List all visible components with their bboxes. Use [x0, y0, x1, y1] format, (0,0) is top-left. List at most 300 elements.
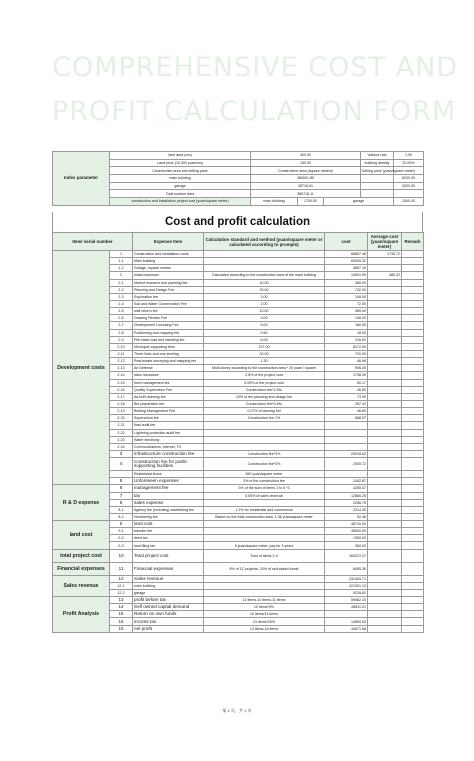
serial-number: 2-8: [110, 329, 133, 336]
section-label: Sales revenue: [53, 575, 110, 596]
remark: [402, 400, 424, 407]
calculation-method: 3.00: [204, 293, 325, 300]
average-cost: [368, 343, 402, 350]
cost-value: 108.00: [325, 293, 368, 300]
remark: [402, 618, 424, 625]
expense-item: Communications, internet, TV: [133, 443, 204, 450]
serial-number: 7: [110, 492, 133, 499]
expense-item: tax: [133, 492, 204, 499]
calculation-method: [204, 265, 325, 272]
average-cost: [368, 300, 402, 307]
average-cost: 386.32: [368, 272, 402, 279]
calculation-method: 10% of the planning and design fee: [204, 393, 325, 400]
cost-value: 231429.71: [325, 575, 368, 582]
index-value: 35716.61: [251, 182, 361, 190]
remark: [402, 358, 424, 365]
expense-item: Planning and Design Fee: [133, 286, 204, 293]
calculation-method: 3.00: [204, 315, 325, 322]
calculation-method: 10.00: [204, 279, 325, 286]
remark: [402, 265, 424, 272]
remark: [402, 386, 424, 393]
average-cost: 1735.72: [368, 251, 402, 258]
average-cost: [368, 604, 402, 611]
expense-item: Development Licensing Fee: [133, 322, 204, 329]
calculation-method: 2.00: [204, 300, 325, 307]
expense-item: infrastructure construction fee: [133, 450, 204, 457]
section-label: Development costs: [53, 251, 110, 485]
expense-item: Total project cost: [133, 549, 204, 562]
header-remark: Remark: [402, 233, 424, 251]
cost-value: [325, 443, 368, 450]
index-label: main building: [110, 175, 251, 183]
serial-number: 2: [110, 272, 133, 279]
calculation-method: Based on the total construction area, 1.36 yuan/square meter: [204, 513, 325, 520]
calculation-method: Construction fee*3%: [204, 450, 325, 457]
expense-item: fixed management fee: [133, 379, 204, 386]
calculation-method: 20.00: [204, 286, 325, 293]
average-cost: [368, 618, 402, 625]
cost-value: 66857.48: [325, 251, 368, 258]
index-value: 300.00: [251, 152, 361, 160]
cost-value: 163372.27: [325, 549, 368, 562]
serial-number: 12-1: [110, 582, 133, 589]
calculation-method: Construction fee*3%: [204, 458, 325, 471]
remark: [402, 443, 424, 450]
expense-item: garage: [133, 589, 204, 596]
remark: [402, 415, 424, 422]
calculation-method: [204, 422, 325, 429]
serial-number: 12: [110, 575, 133, 582]
serial-number: 14: [110, 604, 133, 611]
remark: [402, 485, 424, 492]
calculation-method: [204, 575, 325, 582]
cost-value: 63000.32: [325, 258, 368, 265]
cost-value: 267.43: [325, 400, 368, 407]
calculation-method: 1.2% for residential and commercial: [204, 506, 325, 513]
serial-number: 2-15: [110, 379, 133, 386]
calculation-method: Construction fee*1.5‰: [204, 386, 325, 393]
expense-item: Supervision fee: [133, 415, 204, 422]
calculation-method: 2.8% of the project cost: [204, 372, 325, 379]
calculation-method: 20.00: [204, 350, 325, 357]
average-cost: [368, 350, 402, 357]
remark: [402, 528, 424, 535]
serial-number: 2-18: [110, 400, 133, 407]
average-cost: [368, 372, 402, 379]
cost-value: [325, 611, 368, 618]
average-cost: [368, 415, 402, 422]
remark: [402, 535, 424, 542]
serial-number: 1: [110, 251, 133, 258]
remark: [402, 582, 424, 589]
header-cost: cost: [325, 233, 368, 251]
serial-number: 1-2: [110, 265, 133, 272]
expense-item: wall reform fee: [133, 308, 204, 315]
calculation-method: [204, 443, 325, 450]
calculation-method: 6 yuan/square meter, pay for 3 years: [204, 542, 325, 549]
expense-item: transfer fee: [133, 528, 204, 535]
serial-number: 9-2: [110, 535, 133, 542]
cost-value: 9228.61: [325, 589, 368, 596]
serial-number: 15: [110, 625, 133, 632]
average-cost: [368, 279, 402, 286]
calculation-method: [204, 521, 325, 528]
average-cost: [368, 535, 402, 542]
serial-number: 2-22: [110, 429, 133, 436]
expense-item: Pile static load test handling fee: [133, 336, 204, 343]
calculation-method: [204, 582, 325, 589]
serial-number: 5: [110, 478, 133, 485]
average-cost: [368, 393, 402, 400]
header-serial: Item/ serial number: [53, 233, 133, 251]
index-value-2: 1500.00: [394, 198, 424, 206]
expense-item: land filing tax: [133, 542, 204, 549]
average-cost: [368, 478, 402, 485]
index-label-2: [361, 175, 394, 183]
page-footer: 第 1 页，共 1 页: [222, 708, 252, 713]
expense-item: Positioning and mapping fee: [133, 329, 204, 336]
index-value-2: 6200.00: [394, 175, 424, 183]
calculation-method: 13 items-16 items: [204, 625, 325, 632]
serial-number: 2-5: [110, 308, 133, 315]
serial-number: 2-6: [110, 315, 133, 322]
cost-value: 360.00: [325, 308, 368, 315]
expense-item: Financial expenses: [133, 562, 204, 575]
serial-number: 4: [110, 458, 133, 471]
remark: [402, 458, 424, 471]
average-cost: [368, 429, 402, 436]
cost-value: 73.90: [325, 393, 368, 400]
index-label-2: building density: [361, 159, 394, 167]
expense-item: Real estate surveying and mapping fee: [133, 358, 204, 365]
average-cost: [368, 521, 402, 528]
calculation-method: Calculated according to the construction area of the main building: [204, 272, 325, 279]
average-cost: [368, 422, 402, 429]
average-cost: [368, 575, 402, 582]
remark: [402, 422, 424, 429]
expense-item: Agency fee (including) advertising fee: [133, 506, 204, 513]
cost-value: 60.17: [325, 379, 368, 386]
index-label-2: garage: [324, 198, 394, 206]
average-cost: [368, 443, 402, 450]
remark: [402, 492, 424, 499]
average-cost: [368, 258, 402, 265]
serial-number: 2-16: [110, 386, 133, 393]
index-value-2: [394, 190, 424, 198]
header-average-cost: Average cost (yuan/square meter): [368, 233, 402, 251]
average-cost: [368, 315, 402, 322]
expense-item: Lightning protection audit fee: [133, 429, 204, 436]
index-value: 1700.00: [298, 198, 324, 206]
cost-value: 906.00: [325, 365, 368, 372]
expense-item: land cost: [133, 521, 204, 528]
calculation-method: 10 items*3%: [204, 604, 325, 611]
index-label: Construction area and selling price: [110, 167, 251, 175]
average-cost: [368, 597, 402, 604]
calculation-method: 0.50: [204, 329, 325, 336]
serial-number: 2-3: [110, 293, 133, 300]
serial-number: 16: [110, 618, 133, 625]
remark: [402, 429, 424, 436]
remark: [402, 542, 424, 549]
index-value: main building: [251, 198, 298, 206]
remark: [402, 272, 424, 279]
expense-item: Water electricity: [133, 436, 204, 443]
calculation-method: Sum of items 1-9: [204, 549, 325, 562]
heading-line-1: COMPREHENSIVE COST AND: [52, 52, 459, 83]
remark: [402, 575, 424, 582]
calculation-method: 12 items-10 items-11 items: [204, 597, 325, 604]
serial-number: 13: [110, 597, 133, 604]
serial-number: 6: [110, 485, 133, 492]
calculation-method: 16 items/14 items: [204, 611, 325, 618]
serial-number: 10: [110, 549, 133, 562]
expense-item: Three links and one leveling: [133, 350, 204, 357]
serial-number: 15: [110, 611, 133, 618]
serial-number: 2-14: [110, 372, 133, 379]
average-cost: [368, 549, 402, 562]
table-row: [53, 575, 424, 582]
index-parameter-table: [52, 151, 424, 206]
remark: [402, 308, 424, 315]
serial-number: 2-12: [110, 358, 133, 365]
calculation-method: Construction fee 1%: [204, 415, 325, 422]
cost-value: 45000.00: [325, 528, 368, 535]
calculation-method: [204, 258, 325, 265]
average-cost: [368, 506, 402, 513]
table-header-row: [53, 233, 424, 251]
remark: [402, 471, 424, 478]
expense-item: main building: [133, 582, 204, 589]
average-cost: [368, 365, 402, 372]
average-cost: [368, 336, 402, 343]
calculation-method: [204, 429, 325, 436]
index-row: [53, 152, 424, 160]
index-label: land area (mu): [110, 152, 251, 160]
expense-item: Soil and Water Conservation Fee: [133, 300, 204, 307]
serial-number: [110, 471, 133, 478]
cost-value: 18.00: [325, 329, 368, 336]
calculation-method: 5.00: [204, 322, 325, 329]
expense-item: Air Defense: [133, 365, 204, 372]
average-cost: [368, 471, 402, 478]
serial-number: 2-11: [110, 350, 133, 357]
index-label-2: Selling price (yuan/square meter): [362, 168, 415, 173]
serial-number: 9-3: [110, 542, 133, 549]
remark: [402, 436, 424, 443]
cost-value: 2266.75: [325, 499, 368, 506]
calculation-method: 3% of the sum of items 1 to 5 *3: [204, 485, 325, 492]
cost-value: 8172.00: [325, 343, 368, 350]
serial-number: 2-7: [110, 322, 133, 329]
expense-item: profit before tax: [133, 597, 204, 604]
cost-value: 1738.39: [325, 372, 368, 379]
cost-value: 1042.87: [325, 478, 368, 485]
expense-item: Numbering fee: [133, 513, 204, 520]
index-value-2: 20.00%: [394, 159, 424, 167]
remark: [402, 315, 424, 322]
serial-number: 8-2: [110, 513, 133, 520]
calculation-method: 13 items*25%: [204, 618, 325, 625]
cost-value: 2005.72: [325, 458, 368, 471]
index-label-2: [361, 182, 394, 190]
serial-number: 2-13: [110, 365, 133, 372]
average-cost: [368, 625, 402, 632]
remark: [402, 293, 424, 300]
cost-value: 221001.13: [325, 582, 368, 589]
expense-item: sales expense: [133, 499, 204, 506]
expense-item: Self owned capital demand: [133, 604, 204, 611]
remark: [402, 279, 424, 286]
expense-item: income tax: [133, 618, 204, 625]
average-cost: [368, 611, 402, 618]
serial-number: 3: [110, 450, 133, 457]
calculation-method: Multi-storey according to the construction area * 20 yuan / square: [204, 365, 325, 372]
cost-value: 14890.53: [325, 618, 368, 625]
average-cost: [368, 329, 402, 336]
calculation-method: 8% of 1C projects, 20% of self-raised funds: [204, 562, 325, 575]
expense-item: Initial expenses: [133, 272, 204, 279]
section-label: total project cost: [53, 549, 110, 562]
cost-value: [325, 422, 368, 429]
index-value-2: 3200.00: [394, 182, 424, 190]
cost-value: 4255.37: [325, 485, 368, 492]
serial-number: 8: [110, 499, 133, 506]
remark: [402, 372, 424, 379]
serial-number: 2-21: [110, 422, 133, 429]
expense-item: Quality Supervision Fee: [133, 386, 204, 393]
table-row: [53, 549, 424, 562]
index-label-2: [361, 190, 394, 198]
cost-value: 2214.30: [325, 506, 368, 513]
average-cost: [368, 322, 402, 329]
remark: [402, 258, 424, 265]
average-cost: [368, 286, 402, 293]
remark: [402, 604, 424, 611]
calculation-method: 227.00: [204, 343, 325, 350]
expense-item: deed tax: [133, 535, 204, 542]
cost-value: 732.00: [325, 286, 368, 293]
calculation-method: 6.00: [204, 336, 325, 343]
expense-item: Exploration fee: [133, 293, 204, 300]
serial-number: 1-1: [110, 258, 133, 265]
average-cost: [368, 589, 402, 596]
calculation-method: [204, 251, 325, 258]
cost-value: 20028.62: [325, 450, 368, 457]
calculation-method: 10.00: [204, 308, 325, 315]
expense-item: Bid preparation fee: [133, 400, 204, 407]
cost-value: 1350.00: [325, 535, 368, 542]
cost-value: 12866.26: [325, 492, 368, 499]
cost-value: [325, 429, 368, 436]
serial-number: 9: [110, 521, 133, 528]
index-label-2: Volume rate: [361, 152, 394, 160]
remark: [402, 393, 424, 400]
cost-value: 360.00: [325, 542, 368, 549]
cost-value: 72.00: [325, 300, 368, 307]
average-cost: [368, 562, 402, 575]
cost-value: 3857.16: [325, 265, 368, 272]
remark: [402, 625, 424, 632]
average-cost: [368, 485, 402, 492]
average-cost: [368, 582, 402, 589]
remark: [402, 611, 424, 618]
remark: [402, 450, 424, 457]
expense-item: As-built drawing fee: [133, 393, 204, 400]
expense-item: Main building: [133, 258, 204, 265]
cost-value: 668.57: [325, 415, 368, 422]
average-cost: [368, 499, 402, 506]
expense-item: labor insurance: [133, 372, 204, 379]
cost-profit-table: [52, 232, 424, 633]
index-label: Land price (10,000 yuan/mu): [110, 159, 251, 167]
heading-line-2: PROFIT CALCULATION FORM: [52, 96, 457, 127]
cost-value: 28811.01: [325, 604, 368, 611]
calculation-method: 3% of the construction fee: [204, 478, 325, 485]
remark: [402, 300, 424, 307]
index-value-2: 1.90: [394, 152, 424, 160]
remark: [402, 562, 424, 575]
cost-value: 52.46: [325, 513, 368, 520]
average-cost: [368, 293, 402, 300]
header-method: Calculation standard and method (yuan/square meter or calculated according to prompts): [204, 233, 325, 251]
expense-item: Construction fee for public supporting facilities: [133, 458, 204, 471]
expense-item: Residential fence: [133, 471, 204, 478]
expense-item: Return on own funds: [133, 611, 204, 618]
calculation-method: [204, 528, 325, 535]
remark: [402, 408, 424, 415]
expense-item: Municipal supporting fees: [133, 343, 204, 350]
expense-item: net profit: [133, 625, 204, 632]
cost-value: 59562.10: [325, 597, 368, 604]
index-label: Total surface area: [110, 190, 251, 198]
serial-number: 2-4: [110, 300, 133, 307]
average-cost: [368, 513, 402, 520]
remark: [402, 322, 424, 329]
remark: [402, 499, 424, 506]
cost-value: 8495.36: [325, 562, 368, 575]
expense-item: Garage, square meters: [133, 265, 204, 272]
index-label: construction and installation project cost (yuan/square meter): [110, 198, 251, 206]
serial-number: 2-20: [110, 415, 133, 422]
table-row: [53, 521, 424, 528]
serial-number: 9-1: [110, 528, 133, 535]
expense-item: Sales revenue: [133, 575, 204, 582]
average-cost: [368, 265, 402, 272]
remark: [402, 379, 424, 386]
serial-number: 8-1: [110, 506, 133, 513]
serial-number: 2-2: [110, 286, 133, 293]
serial-number: 2-9: [110, 336, 133, 343]
cost-value: 216.00: [325, 336, 368, 343]
cost-value: 46.96: [325, 358, 368, 365]
average-cost: [368, 379, 402, 386]
section-label: Profit Analysis: [53, 597, 110, 633]
cost-value: 720.00: [325, 350, 368, 357]
remark: [402, 251, 424, 258]
index-label: garage: [110, 182, 251, 190]
average-cost: [368, 492, 402, 499]
remark: [402, 597, 424, 604]
remark: [402, 343, 424, 350]
calculation-method: [204, 535, 325, 542]
serial-number: 2-1: [110, 279, 133, 286]
serial-number: 11: [110, 562, 133, 575]
average-cost: [368, 408, 402, 415]
remark: [402, 513, 424, 520]
page-heading: [0, 0, 474, 148]
average-cost: [368, 400, 402, 407]
